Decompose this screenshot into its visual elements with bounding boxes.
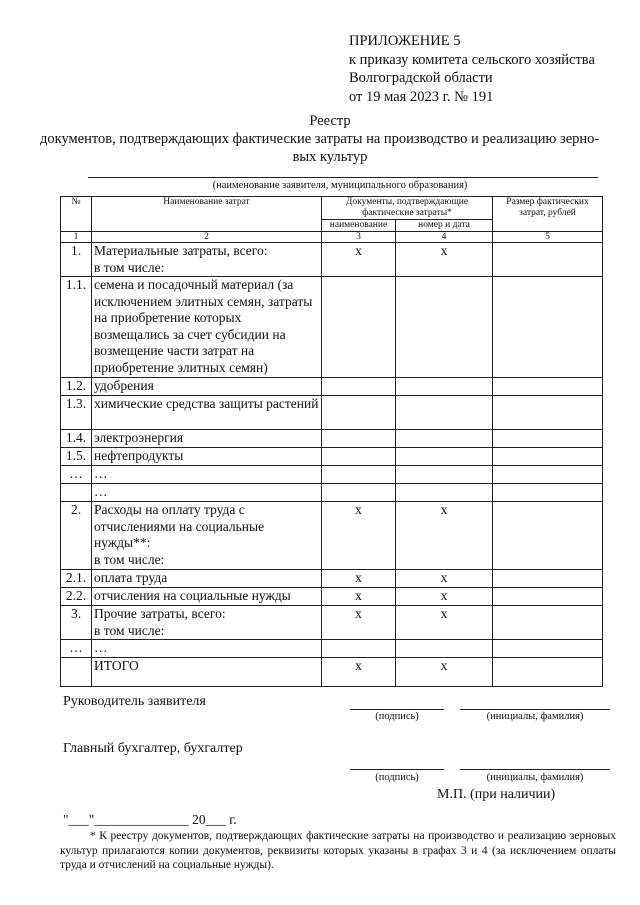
row-doc-number bbox=[396, 466, 493, 484]
row-doc-number: x bbox=[396, 243, 493, 277]
accountant-sign-caption: (подпись) bbox=[375, 772, 419, 783]
row-cost-name: … bbox=[92, 466, 322, 484]
row-cost-name: … bbox=[92, 484, 322, 502]
header-doc-number: номер и дата bbox=[396, 220, 493, 232]
row-cost-name: оплата труда bbox=[92, 570, 322, 588]
row-cost-name: Материальные затраты, всего: в том числе: bbox=[92, 243, 322, 277]
row-cost-name: удобрения bbox=[92, 378, 322, 396]
row-cost-name: … bbox=[92, 640, 322, 658]
header-num: № bbox=[61, 197, 92, 232]
row-doc-number: x bbox=[396, 570, 493, 588]
row-doc-name bbox=[322, 466, 396, 484]
table-row bbox=[61, 588, 603, 606]
row-doc-name: x bbox=[322, 658, 396, 687]
row-doc-number: x bbox=[396, 606, 493, 640]
row-amount bbox=[493, 466, 603, 484]
row-number: 3. bbox=[61, 606, 92, 640]
head-name-line bbox=[460, 709, 610, 710]
table-row bbox=[61, 396, 603, 430]
table-row bbox=[61, 484, 603, 502]
head-signature-label: Руководитель заявителя bbox=[63, 694, 206, 709]
row-amount bbox=[493, 396, 603, 430]
row-doc-name bbox=[322, 277, 396, 378]
row-number: 2.1. bbox=[61, 570, 92, 588]
table-row bbox=[61, 466, 603, 484]
row-number: 2. bbox=[61, 502, 92, 570]
row-number: 1.1. bbox=[61, 277, 92, 378]
title-line-2: документов, подтверждающих фактические затраты на производство и реализацию зерно- bbox=[40, 131, 600, 147]
footnote bbox=[60, 829, 616, 873]
row-doc-name bbox=[322, 396, 396, 430]
row-number: 1.5. bbox=[61, 448, 92, 466]
row-number: 1.3. bbox=[61, 396, 92, 430]
column-number: 3 bbox=[322, 232, 396, 243]
table-row bbox=[61, 640, 603, 658]
accountant-sign-line bbox=[350, 769, 444, 770]
table-row bbox=[61, 378, 603, 396]
accountant-name-caption: (инициалы, фамилия) bbox=[486, 772, 584, 783]
table-row bbox=[61, 658, 603, 687]
footnote-text: * К реестру документов, подтверждающих фактические затраты на производство и реализацию зерновых культур прилагаются копии документов, реквизиты которых указаны в графах 3 и 4 (за исключением оплаты труда и отчислений на социальные нужды). bbox=[60, 830, 616, 871]
header-cost-name: Наименование затрат bbox=[92, 197, 322, 232]
row-doc-name: x bbox=[322, 243, 396, 277]
column-numbers-row bbox=[61, 232, 603, 243]
title-registry: Реестр bbox=[309, 113, 351, 129]
column-number: 1 bbox=[61, 232, 92, 243]
registry-table bbox=[60, 196, 603, 687]
row-doc-name bbox=[322, 640, 396, 658]
row-doc-number: x bbox=[396, 502, 493, 570]
row-doc-name bbox=[322, 430, 396, 448]
row-doc-number bbox=[396, 640, 493, 658]
header-amount: Размер фактических затрат, рублей bbox=[493, 197, 603, 232]
row-number: … bbox=[61, 466, 92, 484]
table-row bbox=[61, 448, 603, 466]
row-number: 2.2. bbox=[61, 588, 92, 606]
date-line: "___"______________ 20___ г. bbox=[63, 812, 237, 827]
row-amount bbox=[493, 570, 603, 588]
table-row bbox=[61, 606, 603, 640]
row-cost-name: нефтепродукты bbox=[92, 448, 322, 466]
row-doc-number bbox=[396, 378, 493, 396]
row-doc-name bbox=[322, 484, 396, 502]
row-cost-name: отчисления на социальные нужды bbox=[92, 588, 322, 606]
applicant-line bbox=[88, 177, 598, 178]
appendix-block bbox=[349, 32, 595, 106]
row-amount bbox=[493, 606, 603, 640]
row-number: 1. bbox=[61, 243, 92, 277]
head-sign-line bbox=[350, 709, 444, 710]
row-cost-name: Расходы на оплату труда с отчислениями на социальные нужды**: в том числе: bbox=[92, 502, 322, 570]
row-number: 1.2. bbox=[61, 378, 92, 396]
column-number: 5 bbox=[493, 232, 603, 243]
row-doc-number bbox=[396, 396, 493, 430]
table-row bbox=[61, 570, 603, 588]
column-number: 2 bbox=[92, 232, 322, 243]
accountant-name-line bbox=[460, 769, 610, 770]
column-number: 4 bbox=[396, 232, 493, 243]
row-cost-name: химические средства защиты растений bbox=[92, 396, 322, 430]
row-doc-name bbox=[322, 378, 396, 396]
row-cost-name: семена и посадочный материал (за исключением элитных семян, затраты на приобретение которых возмещались за счет субсидии на возмещение части затрат на приобретение элитных семян) bbox=[92, 277, 322, 378]
appendix-date: от 19 мая 2023 г. № 191 bbox=[349, 88, 494, 105]
row-number bbox=[61, 484, 92, 502]
row-amount bbox=[493, 430, 603, 448]
row-cost-name: ИТОГО bbox=[92, 658, 322, 687]
row-amount bbox=[493, 448, 603, 466]
head-sign-caption: (подпись) bbox=[375, 711, 419, 722]
row-doc-number: x bbox=[396, 588, 493, 606]
row-amount bbox=[493, 484, 603, 502]
header-doc-name: наименование bbox=[322, 220, 396, 232]
title-line-3: вых культур bbox=[292, 149, 368, 165]
appendix-order-line: к приказу комитета сельского хозяйства bbox=[349, 51, 595, 68]
stamp-place: М.П. (при наличии) bbox=[437, 787, 556, 802]
row-amount bbox=[493, 658, 603, 687]
row-amount bbox=[493, 277, 603, 378]
header-documents: Документы, подтверждающие фактические затраты* bbox=[322, 197, 493, 220]
row-cost-name: Прочие затраты, всего: в том числе: bbox=[92, 606, 322, 640]
row-number bbox=[61, 658, 92, 687]
row-doc-name: x bbox=[322, 570, 396, 588]
table-row bbox=[61, 502, 603, 570]
row-cost-name: электроэнергия bbox=[92, 430, 322, 448]
row-number: … bbox=[61, 640, 92, 658]
appendix-number: ПРИЛОЖЕНИЕ 5 bbox=[349, 33, 461, 49]
row-amount bbox=[493, 502, 603, 570]
row-doc-number bbox=[396, 430, 493, 448]
row-doc-number bbox=[396, 448, 493, 466]
row-doc-number: x bbox=[396, 658, 493, 687]
row-doc-name bbox=[322, 448, 396, 466]
row-doc-name: x bbox=[322, 502, 396, 570]
row-doc-name: x bbox=[322, 588, 396, 606]
table-row bbox=[61, 430, 603, 448]
applicant-caption: (наименование заявителя, муниципального образования) bbox=[212, 180, 468, 191]
appendix-region: Волгоградской области bbox=[349, 70, 493, 86]
row-doc-name: x bbox=[322, 606, 396, 640]
row-doc-number bbox=[396, 484, 493, 502]
document-title bbox=[40, 112, 620, 166]
head-name-caption: (инициалы, фамилия) bbox=[486, 711, 584, 722]
row-number: 1.4. bbox=[61, 430, 92, 448]
table-row bbox=[61, 243, 603, 277]
row-amount bbox=[493, 378, 603, 396]
row-doc-number bbox=[396, 277, 493, 378]
accountant-signature-label: Главный бухгалтер, бухгалтер bbox=[63, 741, 243, 756]
row-amount bbox=[493, 640, 603, 658]
table-row bbox=[61, 277, 603, 378]
row-amount bbox=[493, 243, 603, 277]
row-amount bbox=[493, 588, 603, 606]
